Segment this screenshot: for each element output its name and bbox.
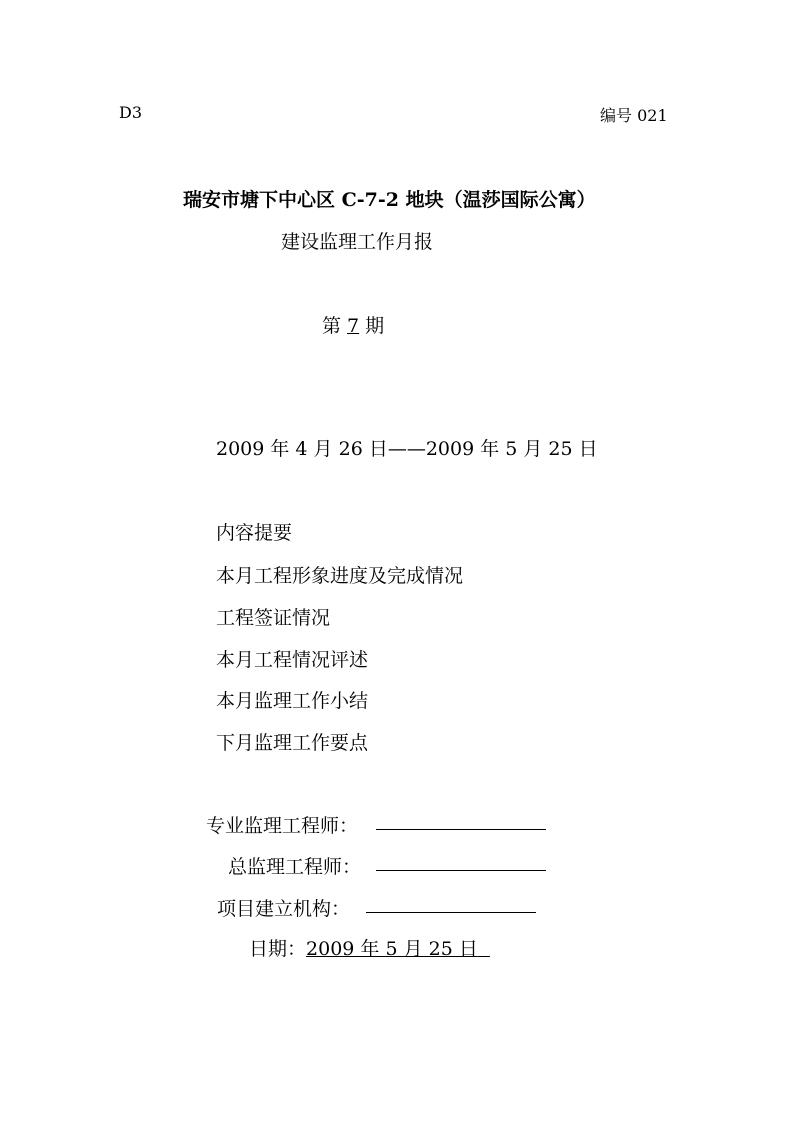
date-value: 2009 年 5 月 25 日 <box>306 938 478 960</box>
issue-prefix: 第 <box>322 315 342 337</box>
issue-suffix: 期 <box>365 315 385 337</box>
issue-number <box>322 311 384 338</box>
toc-item: 下月监理工作要点 <box>216 732 369 754</box>
chief-engineer-line <box>376 870 546 871</box>
toc-item: 本月工程情况评述 <box>216 649 369 671</box>
toc-item: 本月监理工作小结 <box>216 690 369 712</box>
document-subtitle: 建设监理工作月报 <box>281 231 434 253</box>
toc-item: 工程签证情况 <box>216 607 331 629</box>
project-org-label: 项目建立机构： <box>217 898 351 920</box>
date-label: 日期： <box>249 938 307 960</box>
document-code: D3 <box>119 103 143 122</box>
professional-engineer-label: 专业监理工程师： <box>206 815 359 837</box>
date-row <box>249 934 490 961</box>
date-underline-pad <box>478 938 490 960</box>
issue-value: 7 <box>347 315 360 337</box>
toc-heading: 内容提要 <box>216 522 293 544</box>
report-period: 2009 年 4 月 26 日——2009 年 5 月 25 日 <box>216 438 598 460</box>
chief-engineer-label: 总监理工程师： <box>228 856 362 878</box>
document-title: 瑞安市塘下中心区 C-7-2 地块（温莎国际公寓） <box>183 189 596 211</box>
serial-number: 编号 021 <box>600 106 668 125</box>
toc-item: 本月工程形象进度及完成情况 <box>216 565 464 587</box>
professional-engineer-line <box>376 829 546 830</box>
project-org-line <box>366 912 536 913</box>
